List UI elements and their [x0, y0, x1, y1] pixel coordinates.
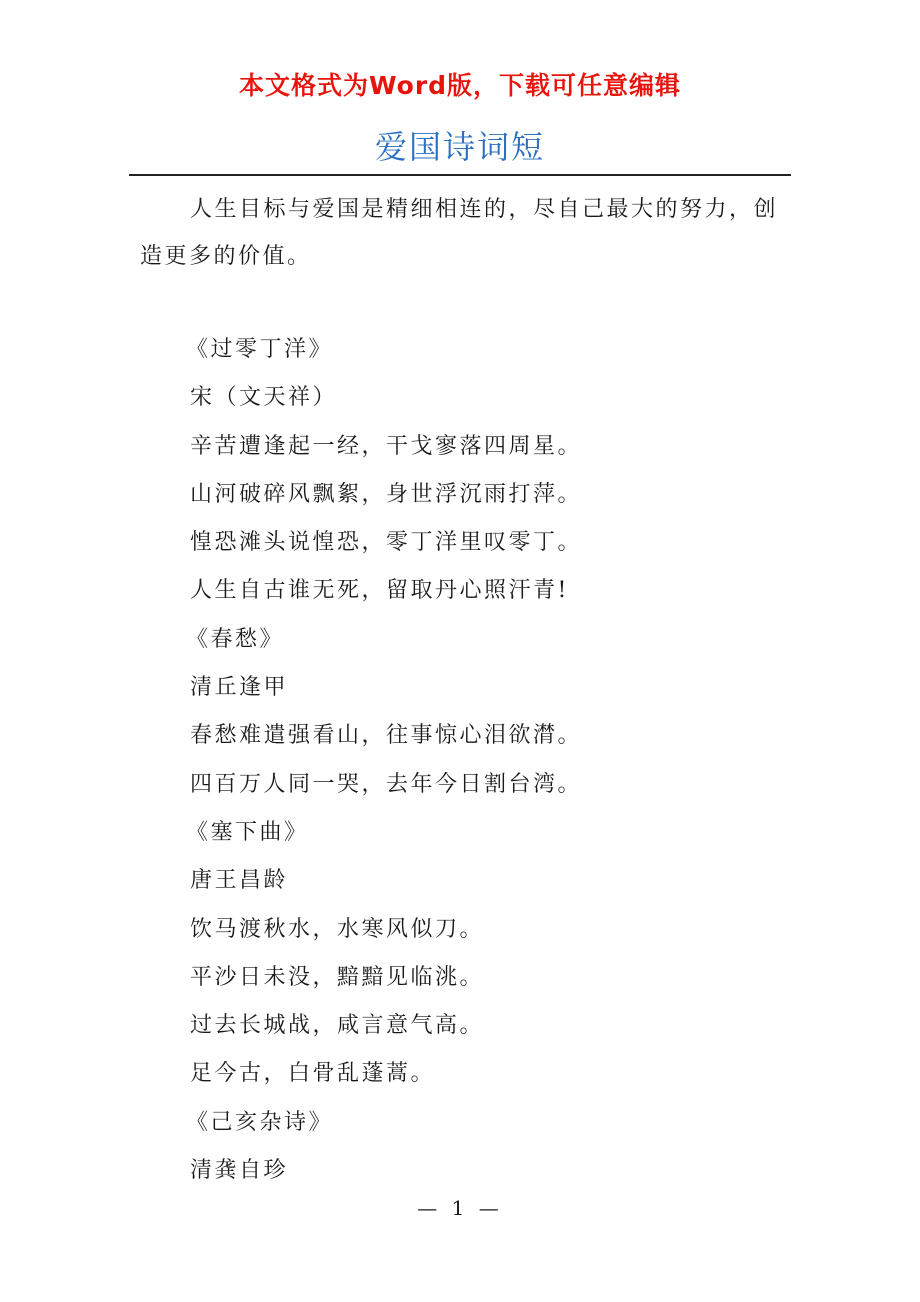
intro-paragraph: 人生目标与爱国是精细相连的，尽自己最大的努力，创造更多的价值。: [140, 197, 779, 269]
poem-author: 唐王昌龄: [190, 868, 289, 894]
poem-title: 《塞下曲》: [186, 819, 309, 845]
page-number: — 1 —: [417, 1196, 503, 1220]
poem-verse: 辛苦遭逢起一经，干戈寥落四周星。: [190, 433, 583, 459]
poem-verse: 饮马渡秋水，水寒风似刀。: [190, 916, 485, 942]
poem-title: 《春愁》: [186, 626, 285, 652]
poem-verse: 山河破碎风飘絮，身世浮沉雨打萍。: [190, 481, 583, 507]
poem-author: 清龚自珍: [190, 1158, 289, 1184]
poem-verse: 人生自古谁无死，留取丹心照汗青!: [190, 578, 569, 604]
format-notice-banner: 本文格式为Word版，下载可任意编辑: [238, 71, 682, 100]
poem-verse: 过去长城战，咸言意气高。: [190, 1013, 485, 1039]
poem-title: 《过零丁洋》: [186, 337, 334, 362]
poem-verse: 平沙日未没，黯黯见临洮。: [190, 964, 485, 990]
document-title: 爱国诗词短: [374, 128, 545, 166]
poem-author: 宋（文天祥）: [190, 385, 338, 411]
title-divider: [129, 174, 791, 176]
poem-verse: 足今古，白骨乱蓬蒿。: [190, 1061, 436, 1087]
poem-verse: 四百万人同一哭，去年今日割台湾。: [190, 771, 583, 797]
poem-title: 《己亥杂诗》: [186, 1109, 334, 1135]
poem-verse: 春愁难遣强看山，往事惊心泪欲潸。: [190, 723, 583, 749]
poem-author: 清丘逢甲: [190, 675, 289, 701]
poem-list: [186, 326, 583, 1195]
poem-verse: 惶恐滩头说惶恐，零丁洋里叹零丁。: [190, 530, 583, 556]
